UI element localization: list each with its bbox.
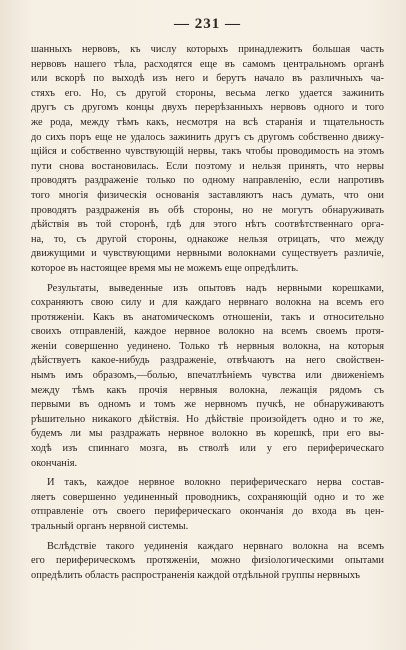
text-line: опредѣлить область распространенія каждой отдѣльной группы нервныхъ [31, 569, 360, 581]
text-line: того многія физическія основанія заставляютъ насъ думать, что они [31, 189, 384, 201]
text-line: будемъ ли мы раздражать нервное волокно въ корешкѣ, при его вы- [31, 428, 384, 440]
text-line: своихъ отправленій, каждое нервное волокно на всемъ своемъ протя- [31, 326, 384, 338]
paragraph [31, 43, 384, 277]
paragraph [31, 540, 384, 584]
text-line: ляетъ совершенно уединенный проводникъ, сохраняющій одно и то же [31, 491, 384, 503]
text-line: или вскорѣ по выходѣ изъ него и берутъ начало въ различныхъ ча- [31, 73, 384, 85]
text-line: отправленіе отъ своего периферическаго окончанія до входа въ цен- [31, 506, 384, 518]
text-line: ходѣ изъ спиннаго мозга, въ стволѣ или у его периферическаго [31, 443, 384, 455]
text-line: до сихъ поръ еще не удалось зажинить другъ съ другомъ собственно движу- [31, 131, 384, 143]
text-line: окончанія. [31, 457, 78, 469]
text-line: нымъ имъ образомъ,—болью, впечатлѣніемъ чувства или движеніемъ [31, 370, 384, 382]
text-line: пути снова востановилась. Если поэтому и нельзя принять, что нервы [31, 160, 384, 172]
paragraph [31, 282, 384, 472]
text-line: другъ съ другомъ концы двухъ перерѣзанныхъ нервовъ одного и того [31, 102, 384, 114]
text-line: дѣйствуетъ какое-нибудь раздраженіе, отвѣчаютъ на него свойствен- [31, 355, 384, 367]
text-line: движущими и чувствующими нервными волокнами существуетъ различіе, [31, 248, 384, 260]
text-line: стяхъ его. Но, съ другой стороны, весьма легко удается зажинить [31, 87, 384, 99]
text-line: между тѣмъ какъ прочія нервныя волокна, лежащія рядомъ съ [31, 384, 384, 396]
text-line: проводятъ раздраженіе только по одному направленію, если напротивъ [31, 175, 384, 187]
text-line: дѣйствія въ той сторонѣ, гдѣ для этого нѣтъ соотвѣтственнаго орга- [31, 219, 384, 231]
text-line: Вслѣдствіе такого уединенія каждаго нервнаго волокна на всемъ [47, 540, 384, 552]
text-line: сохраняютъ свою силу и для каждаго нервнаго волокна на всемъ его [31, 297, 384, 309]
text-line: Результаты, выведенные изъ опытовъ надъ нервными корешками, [47, 282, 384, 294]
text-line: рѣшительно никакого дѣйствія. Но дѣйствіе произойдетъ одно и то же, [31, 413, 384, 425]
text-line: шанныхъ нервовъ, къ числу которыхъ принадлежитъ большая часть [31, 44, 384, 55]
text-line: женіи совершенно уединено. Только тѣ нервныя волокна, на которыя [31, 340, 384, 352]
body-text [31, 43, 384, 583]
text-line: тральный органъ нервной системы. [31, 521, 189, 532]
text-line: проводятъ раздраженія въ обѣ стороны, но не могутъ обнаруживать [31, 204, 384, 216]
text-line: протяженіи. Какъ въ анатомическомъ отношеніи, такъ и относительно [31, 311, 384, 323]
text-line: его периферическомъ протяженіи, можно физіологическими опытами [31, 555, 384, 567]
text-line: первыми въ одномъ и томъ же нервномъ пучкѣ, не обнаруживаютъ [31, 399, 384, 411]
text-line: на, то, съ другой стороны, однакоже нельзя отрицать, что между [31, 233, 384, 245]
text-line: нервовъ нашего тѣла, расходятся еще въ самомъ центральномъ органѣ [31, 58, 384, 70]
page-number: — 231 — [174, 16, 241, 32]
paragraph [31, 476, 384, 534]
text-line: И такъ, каждое нервное волокно периферическаго нерва состав- [47, 477, 384, 489]
text-line: щійся и собственно чувствующій нервы, такъ чтобы проводимость на этомъ [31, 146, 384, 158]
text-line: которое въ настоящее время мы не можемъ еще опредѣлить. [31, 262, 299, 274]
text-line: же рода, между тѣмъ какъ, несмотря на всѣ старанія и тщательность [31, 116, 384, 128]
